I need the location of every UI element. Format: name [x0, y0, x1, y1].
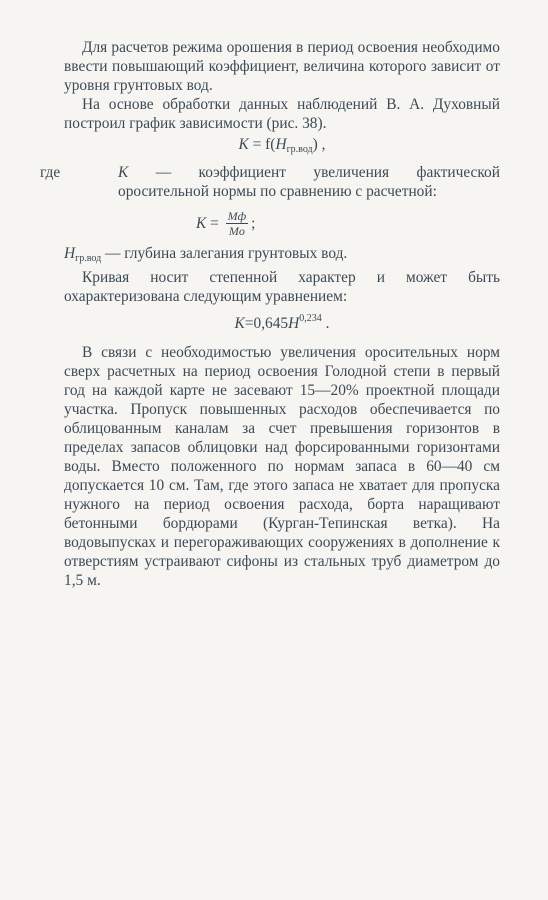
fraction: $\frac{Mф}{Mо}$: [227, 209, 247, 238]
where-definition: где K — коэффициент увеличения фактической оросительной нормы по сравнению с расчетной:: [40, 164, 500, 200]
paragraph-graph: На основе обработки данных наблюдений В. А. Духовный построил график зависимости (рис. 38).: [64, 96, 500, 132]
equation-power: $K=0,645H^{0,234}$ .: [234, 313, 330, 332]
groundwater-depth-definition: $H_{гр.вод}$ — глубина залегания грунтовых вод.: [64, 245, 348, 264]
equation-k-function: $K = f(H_{гр.вод})$ ,: [238, 136, 326, 155]
paragraph-intro: Для расчетов режима орошения в период освоения необходимо ввести повышающий коэффициент, величина которого зависит от уровня грунтовых вод.: [64, 39, 500, 94]
equation-k-fraction: K = $\frac{Mф}{Mо}$ ;: [196, 209, 256, 238]
paragraph-curve: Кривая носит степенной характер и может быть охарактеризована следующим уравнением:: [64, 269, 500, 305]
document-page: [40, 38, 500, 590]
paragraph-norms: В связи с необходимостью увеличения оросительных норм сверх расчетных на период освоения Голодной степи в первый год на каждой карте не засевают 15—20% проектной площади участка. Пропуск повышенных расходов обеспечивается по облицованным каналам за счет превышения горизонтов в пределах запасов облицовки над форсированными горизонтами воды. Вместо положенного по нормам запаса в 60—40 см допускается 10 см. Там, где этого запаса не хватает для пропуска нужного на период освоения расхода, борта наращивают бетонными бордюрами (Курган-Тепинская ветка). На водовыпусках и перегораживающих сооружениях в дополнение к отверстиям устраивают сифоны из стальных труб диаметром до 1,5 м.: [64, 344, 500, 589]
